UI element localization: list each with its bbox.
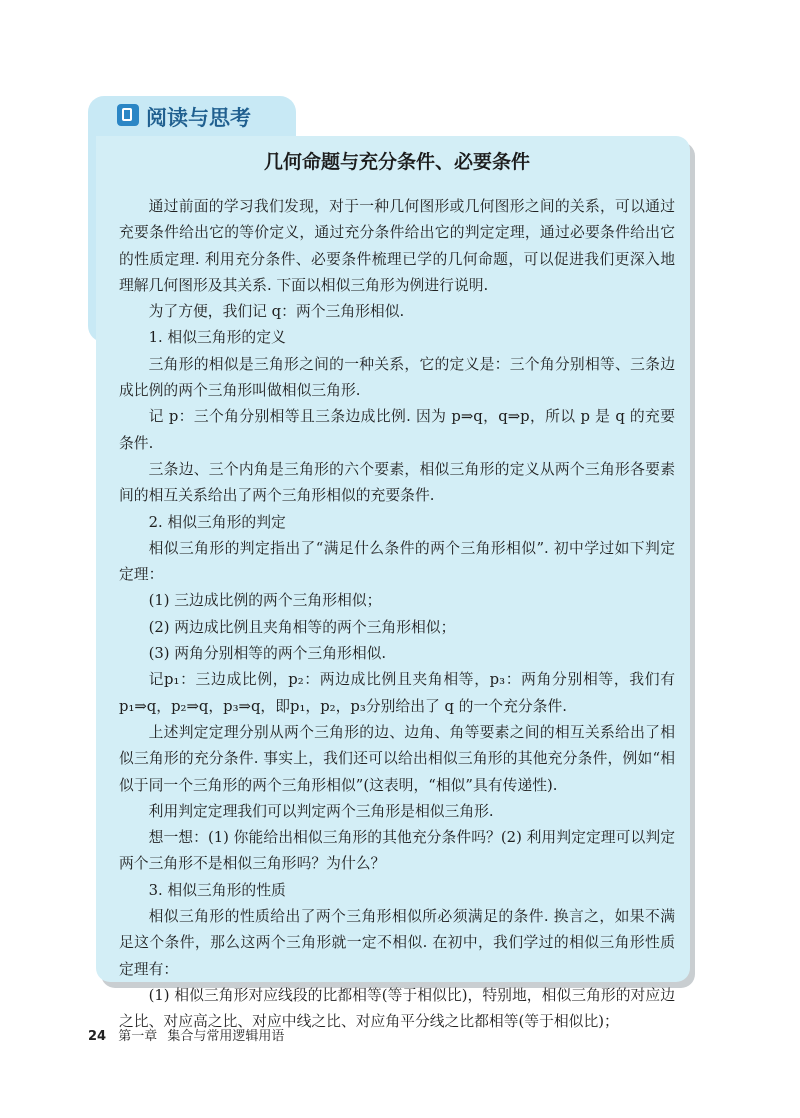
- paragraph-sufficient-conditions: 记p₁：三边成比例，p₂：两边成比例且夹角相等，p₃：两角分别相等，我们有p₁⇒q，p₂⇒q，p₃⇒q，即p₁，p₂，p₃分别给出了 q 的一个充分条件.: [119, 671, 675, 715]
- list-item: (2) 两边成比例且夹角相等的两个三角形相似；: [148, 618, 456, 636]
- paragraph-properties-intro: 相似三角形的性质给出了两个三角形相似所必须满足的条件. 换言之，如果不满足这个条件，那么这两个三角形就一定不相似. 在初中，我们学过的相似三角形性质定理有：: [119, 908, 675, 978]
- paragraph-necessary-sufficient: 记 p：三个角分别相等且三条边成比例. 因为 p⇒q，q⇒p，所以 p 是 q 的充要条件.: [119, 408, 675, 452]
- list-item: (1) 三边成比例的两个三角形相似；: [148, 592, 382, 610]
- paragraph-criteria-intro: 相似三角形的判定指出了“满足什么条件的两个三角形相似”. 初中学过如下判定定理：: [119, 539, 675, 584]
- paragraph-transitivity: 上述判定定理分别从两个三角形的边、边角、角等要素之间的相互关系给出了相似三角形的充分条件. 事实上，我们还可以给出相似三角形的其他充分条件，例如“相似于同一个三角形的两个三角形相似”(这表明，“相似”具有传递性).: [119, 723, 675, 794]
- heading-properties: 3. 相似三角形的性质: [148, 881, 286, 899]
- page-footer: [88, 1025, 284, 1044]
- paragraph-intro: 通过前面的学习我们发现，对于一种几何图形或几何图形之间的关系，可以通过充要条件给出它的等价定义，通过充分条件给出它的判定定理，通过必要条件给出它的性质定理. 利用充分条件、必要条件梳理已学的几何命题，可以促进我们更深入地理解几何图形及其关系. 下面以相似三角形为例进行说明.: [119, 198, 675, 294]
- list-item: (3) 两角分别相等的两个三角形相似.: [148, 645, 387, 663]
- heading-definition: 1. 相似三角形的定义: [148, 329, 286, 347]
- article: [119, 146, 675, 1036]
- page-number: 24: [88, 1029, 107, 1044]
- paragraph-notation: 为了方便，我们记 q：两个三角形相似.: [148, 303, 405, 321]
- book-icon: [117, 104, 139, 126]
- chapter-title: 集合与常用逻辑用语: [167, 1029, 285, 1044]
- section-tab-title: 阅读与思考: [146, 106, 251, 130]
- paragraph-elements: 三条边、三个内角是三角形的六个要素，相似三角形的定义从两个三角形各要素间的相互关系给出了两个三角形相似的充要条件.: [119, 460, 675, 505]
- paragraph-think: 想一想：(1) 你能给出相似三角形的其他充分条件吗？(2) 利用判定定理可以判定两个三角形不是相似三角形吗？为什么？: [119, 829, 675, 873]
- list-item: (1) 相似三角形对应线段的比都相等(等于相似比)，特别地，相似三角形的对应边之比、对应高之比、对应中线之比、对应角平分线之比都相等(等于相似比)；: [119, 986, 675, 1031]
- chapter-number: 第一章: [118, 1029, 158, 1044]
- paragraph-definition: 三角形的相似是三角形之间的一种关系，它的定义是：三个角分别相等、三条边成比例的两个三角形叫做相似三角形.: [119, 355, 675, 400]
- article-title: 几何命题与充分条件、必要条件: [263, 151, 530, 173]
- heading-criteria: 2. 相似三角形的判定: [148, 513, 286, 531]
- paragraph-usage: 利用判定定理我们可以判定两个三角形是相似三角形.: [148, 802, 494, 820]
